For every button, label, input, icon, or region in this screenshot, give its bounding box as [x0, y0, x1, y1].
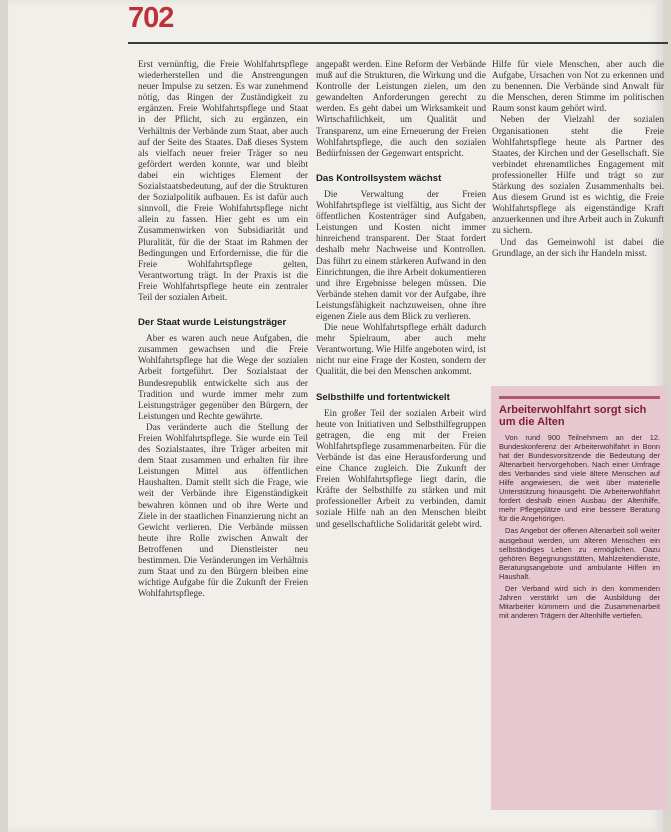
body-paragraph: Das veränderte auch die Stellung der Freien Wohlfahrtspflege. Sie wurde ein Teil des Sozialstaates, ihre Träger arbeiten mit dem Staat zusammen und erhalten für ihre Leistungen Mittel aus öffentlichen Haushalten. Damit stellt sich die Frage, wie weit der Verbände ihre Eigenständigkeit bewahren können und ob ihre Werte und Ziele in der staatlichen Finanzierung nicht an Gewicht verlieren. Die Verbände müssen heute ihre Rolle zwischen Anwalt der Betroffenen und Dienstleister neu bestimmen. Die Veränderungen im Verhältnis zum Staat und zu den Bürgern bleiben eine wichtige Aufgabe für die Zukunft der Freien Wohlfahrtspflege. — [138, 422, 308, 600]
body-paragraph: Aber es waren auch neue Aufgaben, die zusammen gewachsen und die Freie Wohlfahrtspflege hat die Wege der sozialen Arbeit fortgeführt. Der Sozialstaat der Bundesrepublik entwickelte sich aus der Tradition und wurde immer mehr zum Leistungsträger gegenüber den Bürgern, der Leistungen und Rechte gewährte. — [138, 334, 308, 422]
sidebar-paragraph: Von rund 900 Teilnehmern an der 12. Bundeskonferenz der Arbeiterwohlfahrt in Bonn hat der Bundesvorsitzende die Bedeutung der Altenarbeit hervorgehoben. Nach einer Umfrage des Verbandes sind viele ältere Menschen auf Hilfe angewiesen, die weit über materielle Unterstützung hinausgeht. Die Arbeiterwohlfahrt fordert deshalb einen Ausbau der Altenhilfe, mehr Pflegeplätze und eine bessere Beratung für die Angehörigen. — [499, 433, 660, 524]
header-rule — [128, 42, 668, 44]
sidebar-rule — [499, 396, 660, 399]
sidebar-paragraph: Der Verband wird sich in den kommenden Jahren verstärkt um die Ausbildung der Mitarbeiter kümmern und die Zusammenarbeit mit anderen Trägern der Altenhilfe vertiefen. — [499, 583, 660, 620]
body-paragraph: Die neue Wohlfahrtspflege erhält dadurch mehr Spielraum, aber auch mehr Verantwortung. Wie Hilfe angeboten wird, ist nicht nur eine Frage der Kosten, sondern der Qualität, die bei den Menschen ankommt. — [316, 323, 486, 378]
body-paragraph: Erst vernünftig, die Freie Wohlfahrtspflege wiederherstellen und die Anstrengungen neuer Impulse zu setzen. Es war zunehmend nötig, das Ringen der Zuständigkeit zu ergänzen. Freie Wohlfahrtspflege und Staat in der Pflicht, sich zu ergänzen, ein Verhältnis der Verbände zum Staat, aber auch auf der Seite des Staates. Daß dieses System als vielfach neuer freier Träger so neu gefördert werden konnte, war und bleibt dabei ein wichtiges Element der Sozialstaatsbedeutung, auf der die Strukturen der Sozialpolitik aufbauen. Es ist dafür auch sinnvoll, die Freie Wohlfahrtspflege nicht allein zu fassen. Hier geht es um ein Zusammenwirken von Subsidiarität und Pluralität, für die der Staat im Rahmen der Bedingungen und Erfordernisse, die für die Freie Wohlfahrtspflege gelten, Verantwortung trägt. In der Praxis ist die Freie Wohlfahrtspflege heute ein zentraler Teil der sozialen Arbeit. — [138, 60, 308, 303]
body-paragraph: Neben der Vielzahl der sozialen Organisationen steht die Freie Wohlfahrtspflege heute als Partner des Staates, der Kirchen und der Gesellschaft. Sie verbindet ehrenamtliches Engagement mit professioneller Hilfe und trägt so zur Stärkung des sozialen Zusammenhalts bei. Aus diesem Grund ist es wichtig, die Freie Wohlfahrtspflege als eigenständige Kraft anzuerkennen und ihre Arbeit auch in Zukunft zu sichern. — [492, 115, 664, 237]
sidebar-box — [491, 386, 668, 810]
section-heading: Das Kontrollsystem wächst — [316, 172, 442, 184]
text-column-2 — [316, 60, 486, 531]
sidebar-body — [499, 433, 660, 620]
sidebar-title: Arbeiterwohlfahrt sorgt sich um die Alten — [499, 404, 647, 428]
body-paragraph: Hilfe für viele Menschen, aber auch die Aufgabe, Ursachen von Not zu erkennen und zu benennen. Die Verbände sind Anwalt für die Menschen, deren Stimme im politischen Raum sonst kaum gehört wird. — [492, 60, 664, 115]
text-column-1 — [138, 60, 308, 600]
text-column-3 — [492, 60, 664, 260]
body-paragraph: Ein großer Teil der sozialen Arbeit wird heute von Initiativen und Selbsthilfegruppen getragen, die eng mit der Freien Wohlfahrtspflege zusammenarbeiten. Für die Verbände ist das eine Herausforderung und eine Chance zugleich. Die Zukunft der Freien Wohlfahrtspflege liegt darin, die Kräfte der Selbsthilfe zu stärken und mit professioneller Arbeit zu verbinden, damit soziale Hilfe nah an den Menschen bleibt und gesellschaftliche Solidarität gelebt wird. — [316, 408, 486, 530]
page-number: 702 — [128, 2, 174, 34]
sidebar-paragraph: Das Angebot der offenen Altenarbeit soll weiter ausgebaut werden, um älteren Menschen ein selbständiges Leben zu ermöglichen. Dazu gehören Begegnungsstätten, Mahlzeitendienste, Beratungsangebote und ambulante Hilfen im Haushalt. — [499, 526, 660, 581]
section-heading: Der Staat wurde Leistungsträger — [138, 317, 287, 329]
body-paragraph: angepaßt werden. Eine Reform der Verbände muß auf die Strukturen, die Wirkung und die Kontrolle der Leistungen zielen, um den gewandelten Anforderungen gerecht zu werden. Es geht dabei um Wirksamkeit und Wirtschaftlichkeit, um Qualität und Transparenz, um eine Erneuerung der Freien Wohlfahrtspflege, die auch den sozialen Bedürfnissen der Gegenwart entspricht. — [316, 60, 486, 159]
section-heading: Selbsthilfe und fortentwickelt — [316, 391, 450, 403]
body-paragraph: Die Verwaltung der Freien Wohlfahrtspflege ist vielfältig, aus Sicht der öffentlichen Kostenträger sind Aufgaben, Leistungen und Kosten nicht immer hinreichend transparent. Der Staat fordert deshalb mehr Nachweise und Kontrollen. Das führt zu einem stärkeren Aufwand in den Einrichtungen, die ihre Arbeit dokumentieren und ihre Ergebnisse belegen müssen. Die Verbände stehen damit vor der Aufgabe, ihre Leistungsfähigkeit nachzuweisen, ohne ihre eigenen Ziele aus dem Blick zu verlieren. — [316, 189, 486, 322]
body-paragraph: Und das Gemeinwohl ist dabei die Grundlage, an der sich ihr Handeln misst. — [492, 237, 664, 259]
magazine-page — [8, 0, 663, 832]
